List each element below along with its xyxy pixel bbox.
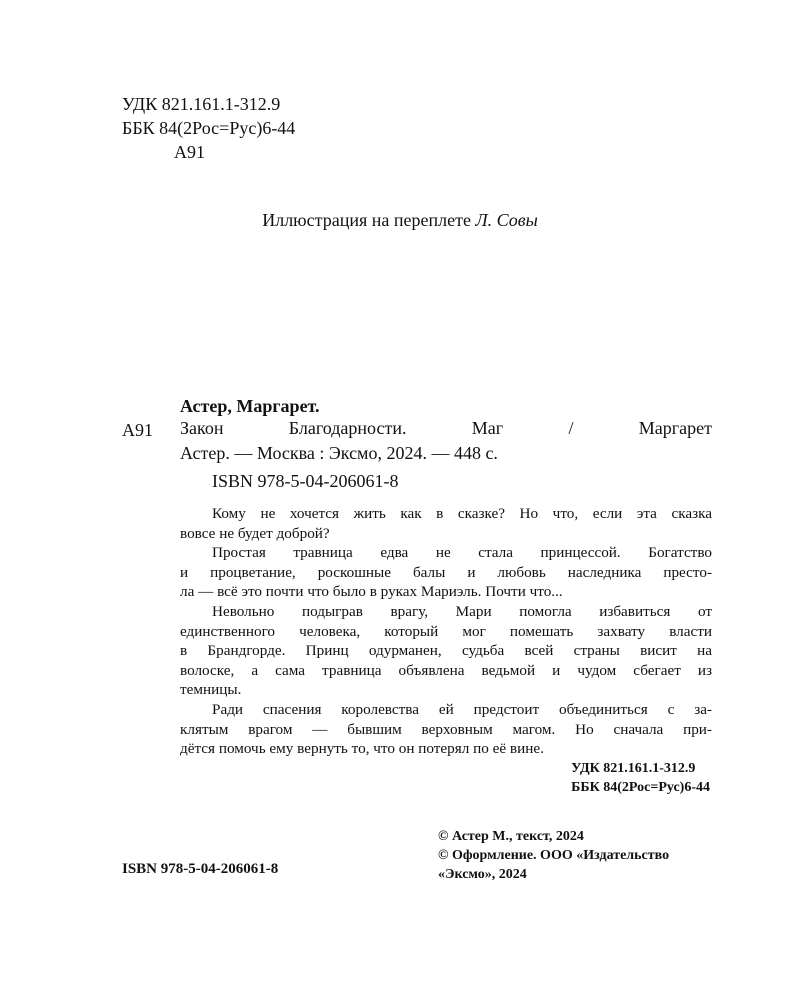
annotation-line: вовсе не будет доброй? [180,524,330,542]
annotation-line: единственного человека, который мог помешать захвату власти [180,622,712,640]
annotation-paragraph [180,504,712,543]
copyright-design-1: © Оформление. ООО «Издательство [438,848,670,863]
annotation-line: волоске, а сама травница объявлена ведьмой и чудом сбегает из [180,661,712,679]
annotation-paragraph [180,700,712,759]
annotation-paragraph [180,602,712,700]
udk-code: УДК 821.161.1-312.9 [122,94,281,114]
bib-mark: А91 [122,420,153,440]
copyright-design-2: «Эксмо», 2024 [438,867,527,882]
bib-isbn: ISBN 978-5-04-206061-8 [212,471,399,491]
footer-bbk: ББК 84(2Рос=Рус)6-44 [571,780,710,795]
annotation-line: Невольно подыграв врагу, Мари помогла избавиться от [212,602,712,620]
copyright-block [438,827,669,884]
annotation-line: Простая травница едва не стала принцессой. Богатство [212,544,712,562]
annotation-line: и процветание, роскошные балы и любовь наследника престо- [180,563,712,581]
illustration-credit [0,210,800,231]
annotation-line: в Брандгорде. Принц одурманен, судьба всей страны висит на [180,642,712,660]
footer-isbn: ISBN 978-5-04-206061-8 [122,861,279,877]
illustration-prefix: Иллюстрация на переплете [262,210,471,230]
classification-block [122,92,295,164]
annotation [180,504,712,759]
annotation-line: Ради спасения королевства ей предстоит объединиться с за- [212,700,712,718]
bib-line-2: Астер. — Москва : Эксмо, 2024. — 448 с. [180,443,498,463]
copyright-text: © Астер М., текст, 2024 [438,829,584,844]
annotation-line: клятым врагом — бывшим верховным магом. Но сначала при- [180,720,712,738]
annotation-line: Кому не хочется жить как в сказке? Но что, если эта сказка [212,505,712,522]
footer-udk: УДК 821.161.1-312.9 [571,761,696,776]
annotation-line: темницы. [180,681,242,699]
bib-line-1: Закон Благодарности. Маг / Маргарет [180,418,712,438]
author-mark: А91 [174,142,205,162]
annotation-paragraph [180,543,712,602]
illustration-artist: Л. Совы [475,210,538,230]
annotation-line: ла — всё это почти что было в руках Мариэль. Почти что... [180,583,563,601]
footer-classification [571,759,710,797]
bib-author: Астер, Маргарет. [180,396,320,416]
bbk-code: ББК 84(2Рос=Рус)6-44 [122,118,296,138]
bib-entry [180,416,712,466]
annotation-line: дётся помочь ему вернуть то, что он потерял по её вине. [180,740,544,758]
